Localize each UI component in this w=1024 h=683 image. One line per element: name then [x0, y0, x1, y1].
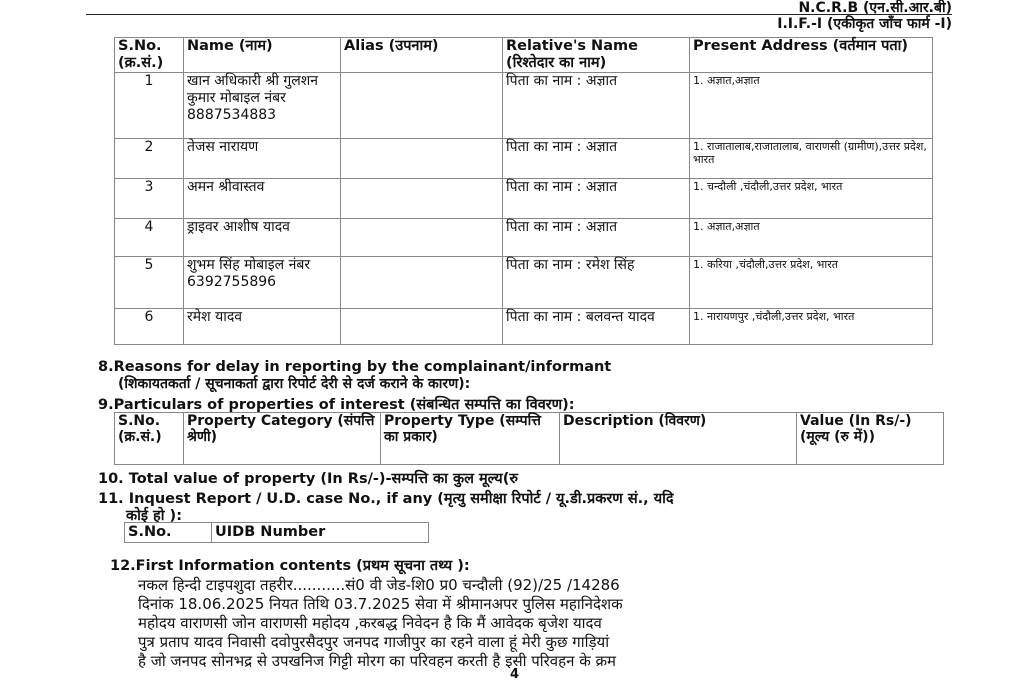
form-title: I.I.F.-I (एकीकृत जाँच फार्म -I) [777, 16, 952, 32]
row-address: 1. अज्ञात,अज्ञात [690, 73, 933, 139]
row-sno: 3 [115, 179, 184, 219]
row-alias [341, 139, 503, 179]
col-property-type: Property Type (सम्पत्ति का प्रकार) [381, 413, 560, 465]
col-address: Present Address (वर्तमान पता) [690, 38, 933, 73]
row-name: ड्राइवर आशीष यादव [184, 219, 341, 257]
row-relative: पिता का नाम : बलवन्त यादव [503, 309, 690, 345]
col-description: Description (विवरण) [560, 413, 797, 465]
section-8-subtitle: (शिकायतकर्ता / सूचनाकर्ता द्वारा रिपोर्ट देरी से दर्ज कराने के कारण): [118, 376, 471, 392]
col-relative: Relative's Name (रिश्तेदार का नाम) [503, 38, 690, 73]
uidb-table [124, 522, 429, 543]
row-name: खान अधिकारी श्री गुलशन कुमार मोबाइल नंबर 8887534883 [184, 73, 341, 139]
row-name: शुभम सिंह मोबाइल नंबर 6392755896 [184, 257, 341, 309]
table-row [115, 139, 933, 179]
row-alias [341, 179, 503, 219]
row-relative: पिता का नाम : अज्ञात [503, 139, 690, 179]
row-alias [341, 257, 503, 309]
row-address: 1. करिया ,चंदौली,उत्तर प्रदेश, भारत [690, 257, 933, 309]
row-sno: 2 [115, 139, 184, 179]
fir-line: पुत्र प्रताप यादव निवासी दवोपुरसैदपुर जनपद गाजीपुर का रहने वाला हूं मेरी कुछ गाड़ियां [138, 633, 610, 651]
first-information-contents [138, 576, 898, 671]
section-9-title: 9.Particulars of properties of interest (संबन्धित सम्पत्ति का विवरण): [98, 397, 575, 413]
fir-line: नकल हिन्दी टाइपशुदा तहरीर...........सं0 वी जेड-शि0 प्र0 चन्दौली (92)/25 /14286 [138, 576, 620, 594]
row-alias [341, 73, 503, 139]
table-row [115, 73, 933, 139]
row-address: 1. नारायणपुर ,चंदौली,उत्तर प्रदेश, भारत [690, 309, 933, 345]
col-alias: Alias (उपनाम) [341, 38, 503, 73]
row-relative: पिता का नाम : अज्ञात [503, 219, 690, 257]
table-row [115, 257, 933, 309]
col-sno: S.No. [125, 523, 212, 543]
row-sno: 4 [115, 219, 184, 257]
table-row [115, 179, 933, 219]
row-alias [341, 219, 503, 257]
fir-line: महोदय वाराणसी जोन वाराणसी महोदय ,करबद्ध निवेदन है कि मैं आवेदक बृजेश यादव [138, 614, 602, 632]
row-relative: पिता का नाम : अज्ञात [503, 73, 690, 139]
row-address: 1. चन्दौली ,चंदौली,उत्तर प्रदेश, भारत [690, 179, 933, 219]
row-alias [341, 309, 503, 345]
section-11-title-line1: 11. Inquest Report / U.D. case No., if any (मृत्यु समीक्षा रिपोर्ट / यू.डी.प्रकरण सं., यदि [98, 491, 674, 507]
table-row [115, 219, 933, 257]
page-number: 4 [510, 667, 520, 682]
row-relative: पिता का नाम : अज्ञात [503, 179, 690, 219]
row-sno: 6 [115, 309, 184, 345]
fir-line: है जो जनपद सोनभद्र से उपखनिज गिट्टी मोरग का परिवहन करती है इसी परिवहन के क्रम [138, 652, 616, 670]
row-sno: 1 [115, 73, 184, 139]
col-sno: S.No. (क्र.सं.) [115, 413, 184, 465]
col-sno: S.No. (क्र.सं.) [115, 38, 184, 73]
row-sno: 5 [115, 257, 184, 309]
section-8-title: 8.Reasons for delay in reporting by the complainant/informant [98, 359, 612, 375]
col-uidb-number: UIDB Number [212, 523, 429, 543]
col-property-category: Property Category (संपत्ति श्रेणी) [184, 413, 381, 465]
properties-table [114, 412, 944, 465]
row-name: अमन श्रीवास्तव [184, 179, 341, 219]
fir-line: दिनांक 18.06.2025 नियत तिथि 03.7.2025 सेवा में श्रीमानअपर पुलिस महानिदेशक [138, 595, 623, 613]
table-header-row [115, 413, 944, 465]
section-10-title: 10. Total value of property (In Rs/-)-सम्पत्ति का कुल मूल्य(रु [98, 471, 519, 487]
col-name: Name (नाम) [184, 38, 341, 73]
row-address: 1. राजातालाब,राजातालाब, वाराणसी (ग्रामीण),उत्तर प्रदेश, भारत [690, 139, 933, 179]
row-name: रमेश यादव [184, 309, 341, 345]
table-header-row [115, 38, 933, 73]
row-relative: पिता का नाम : रमेश सिंह [503, 257, 690, 309]
table-header-row [125, 523, 429, 543]
accused-table [114, 37, 933, 345]
section-12-title: 12.First Information contents (प्रथम सूचना तथ्य ): [110, 558, 470, 574]
row-name: तेजस नारायण [184, 139, 341, 179]
section-11-title-line2: कोई हो ): [126, 508, 182, 524]
row-address: 1. अज्ञात,अज्ञात [690, 219, 933, 257]
ncrb-header: N.C.R.B (एन.सी.आर.बी) [798, 0, 952, 16]
col-value: Value (In Rs/-) (मूल्य (रु में)) [797, 413, 944, 465]
table-row [115, 309, 933, 345]
